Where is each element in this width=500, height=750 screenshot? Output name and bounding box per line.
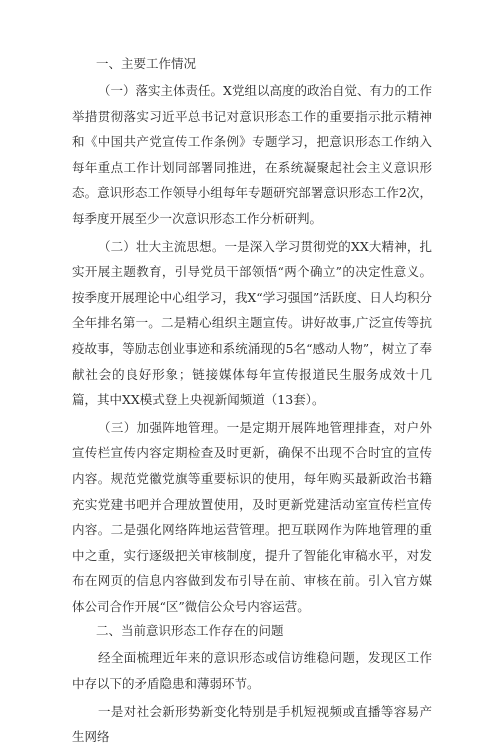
paragraph-problem-one: 一是对社会新形势新变化特别是手机短视频或直播等容易产生网络 xyxy=(72,703,432,745)
section-heading-problems: 二、当前意识形态工作存在的问题 xyxy=(96,623,284,639)
paragraph-mainstream-thought: （二）壮大主流思想。一是深入学习贯彻党的XX大精神，扎实开展主题教育，引导党员干部领悟“两个确立”的决定性意义。按季度开展理论中心组学习，我X“学习强国”活跃度、日人均积分全年排名第一。二是精心组织主题宣传。讲好故事,广泛宣传等抗疫故事，等励志创业事迹和系统涌现的5名“感动人物”，树立了奉献社会的良好形象；链接媒体每年宣传报道民生服务成效十几篇，其中XX模式登上央视新闻频道（13套）。 xyxy=(72,238,432,408)
paragraph-position-management: （三）加强阵地管理。一是定期开展阵地管理排查，对户外宣传栏宣传内容定期检查及时更新，确保不出现不合时宜的宣传内容。规范党徽党旗等重要标识的使用，每年购买最新政治书籍充实党建书吧并合理放置使用，及时更新党建活动室宣传栏宣传内容。二是强化网络阵地运营管理。把互联网作为阵地管理的重中之重，实行逐级把关审核制度，提升了智能化审稿水平，对发布在网页的信息内容做到发布引导在前、审核在前。引入官方媒体公司合作开展“区”微信公众号内容运营。 xyxy=(72,419,432,614)
paragraph-review-summary: 经全面梳理近年来的意识形态或信访维稳问题，发现区工作中存以下的矛盾隐患和薄弱环节。 xyxy=(72,650,432,692)
paragraph-responsibility: （一）落实主体责任。X党组以高度的政治自觉、有力的工作举措贯彻落实习近平总书记对意识形态工作的重要指示批示精神和《中国共产党宣传工作条例》专题学习，把意识形态工作纳入每年重点工作计划同部署同推进，在系统凝聚起社会主义意识形态。意识形态工作领导小组每年专题研究部署意识形态工作2次，每季度开展至少一次意识形态工作分析研判。 xyxy=(72,83,432,226)
section-heading-main-work: 一、主要工作情况 xyxy=(96,56,197,71)
